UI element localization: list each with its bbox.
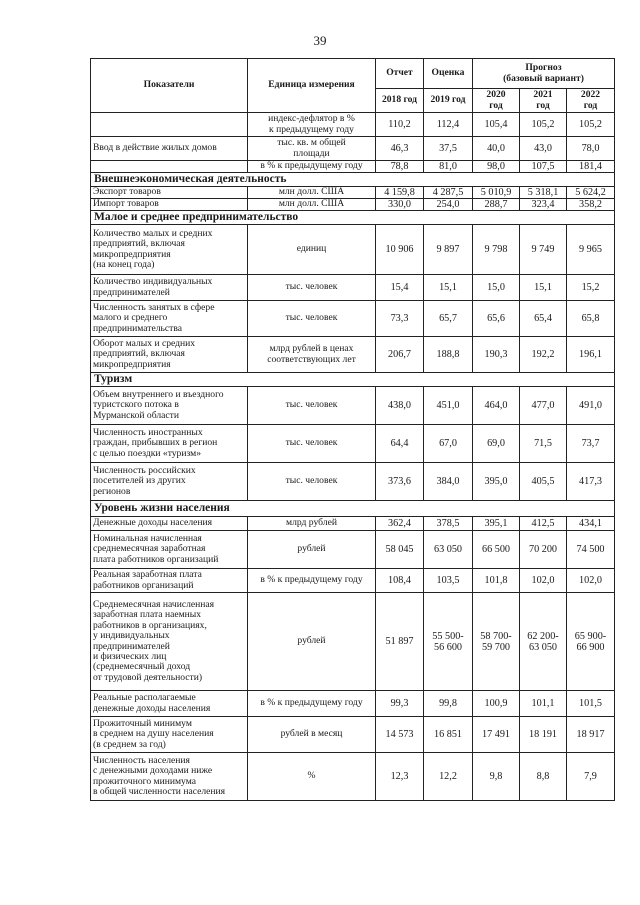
- value-cell: 65,4: [520, 301, 567, 337]
- table-row: [91, 425, 615, 463]
- value-cell: 323,4: [520, 199, 567, 211]
- value-cell: 101,5: [567, 691, 615, 717]
- value-cell: 9 897: [424, 225, 473, 275]
- table-row: [91, 531, 615, 569]
- value-cell: 99,8: [424, 691, 473, 717]
- indicator-cell: [91, 161, 248, 173]
- unit-cell: млн долл. США: [248, 199, 376, 211]
- unit-cell: млн долл. США: [248, 187, 376, 199]
- unit-cell: тыс. человек: [248, 301, 376, 337]
- value-cell: 190,3: [473, 337, 520, 373]
- indicator-cell: Импорт товаров: [91, 199, 248, 211]
- value-cell: 51 897: [376, 593, 424, 691]
- section-title: Внешнеэкономическая деятельность: [91, 173, 615, 187]
- unit-cell: тыс. человек: [248, 387, 376, 425]
- indicator-cell: Количество малых и средних предприятий, включая микропредприятия (на конец года): [91, 225, 248, 275]
- indicator-cell: Количество индивидуальных предпринимателей: [91, 275, 248, 301]
- value-cell: 66 500: [473, 531, 520, 569]
- table-row: [91, 593, 615, 691]
- table-row: [91, 569, 615, 593]
- unit-cell: в % к предыдущему году: [248, 161, 376, 173]
- value-cell: 188,8: [424, 337, 473, 373]
- value-cell: 78,8: [376, 161, 424, 173]
- value-cell: 196,1: [567, 337, 615, 373]
- value-cell: 15,0: [473, 275, 520, 301]
- value-cell: 105,4: [473, 113, 520, 137]
- section-title: Уровень жизни населения: [91, 501, 615, 517]
- indicator-cell: Объем внутреннего и въездного туристского потока в Мурманской области: [91, 387, 248, 425]
- indicator-cell: Численность иностранных граждан, прибывших в регион с целью поездки «туризм»: [91, 425, 248, 463]
- indicator-cell: Численность российских посетителей из других регионов: [91, 463, 248, 501]
- value-cell: 412,5: [520, 517, 567, 531]
- unit-cell: млрд рублей: [248, 517, 376, 531]
- value-cell: 107,5: [520, 161, 567, 173]
- table-row: [91, 301, 615, 337]
- section-header-row: [91, 501, 615, 517]
- value-cell: 65,7: [424, 301, 473, 337]
- value-cell: 112,4: [424, 113, 473, 137]
- unit-cell: млрд рублей в ценах соответствующих лет: [248, 337, 376, 373]
- value-cell: 192,2: [520, 337, 567, 373]
- table-row: [91, 517, 615, 531]
- value-cell: 105,2: [567, 113, 615, 137]
- value-cell: 58 700- 59 700: [473, 593, 520, 691]
- indicator-cell: Прожиточный минимум в среднем на душу населения (в среднем за год): [91, 717, 248, 753]
- value-cell: 108,4: [376, 569, 424, 593]
- unit-cell: тыс. человек: [248, 463, 376, 501]
- value-cell: 81,0: [424, 161, 473, 173]
- unit-cell: тыс. человек: [248, 425, 376, 463]
- value-cell: 65,6: [473, 301, 520, 337]
- indicator-cell: Ввод в действие жилых домов: [91, 137, 248, 161]
- value-cell: 5 318,1: [520, 187, 567, 199]
- table-row: [91, 463, 615, 501]
- value-cell: 18 917: [567, 717, 615, 753]
- value-cell: 9 798: [473, 225, 520, 275]
- value-cell: 362,4: [376, 517, 424, 531]
- value-cell: 206,7: [376, 337, 424, 373]
- table-body: [91, 113, 615, 801]
- value-cell: 384,0: [424, 463, 473, 501]
- indicator-cell: Реальные располагаемые денежные доходы населения: [91, 691, 248, 717]
- value-cell: 9 965: [567, 225, 615, 275]
- section-title: Малое и среднее предпринимательство: [91, 211, 615, 225]
- value-cell: 10 906: [376, 225, 424, 275]
- table-row: [91, 137, 615, 161]
- value-cell: 395,0: [473, 463, 520, 501]
- unit-cell: индекс-дефлятор в % к предыдущему году: [248, 113, 376, 137]
- value-cell: 4 159,8: [376, 187, 424, 199]
- value-cell: 395,1: [473, 517, 520, 531]
- value-cell: 288,7: [473, 199, 520, 211]
- value-cell: 43,0: [520, 137, 567, 161]
- section-header-row: [91, 373, 615, 387]
- value-cell: 7,9: [567, 753, 615, 801]
- value-cell: 417,3: [567, 463, 615, 501]
- value-cell: 9 749: [520, 225, 567, 275]
- value-cell: 12,2: [424, 753, 473, 801]
- value-cell: 477,0: [520, 387, 567, 425]
- value-cell: 74 500: [567, 531, 615, 569]
- header-unit: Единица измерения: [248, 59, 376, 113]
- value-cell: 15,2: [567, 275, 615, 301]
- value-cell: 4 287,5: [424, 187, 473, 199]
- unit-cell: рублей в месяц: [248, 717, 376, 753]
- value-cell: 8,8: [520, 753, 567, 801]
- value-cell: 67,0: [424, 425, 473, 463]
- indicator-cell: Экспорт товаров: [91, 187, 248, 199]
- table-row: [91, 275, 615, 301]
- value-cell: 373,6: [376, 463, 424, 501]
- value-cell: 9,8: [473, 753, 520, 801]
- value-cell: 71,5: [520, 425, 567, 463]
- value-cell: 15,1: [520, 275, 567, 301]
- indicator-cell: [91, 113, 248, 137]
- value-cell: 69,0: [473, 425, 520, 463]
- value-cell: 15,4: [376, 275, 424, 301]
- value-cell: 55 500- 56 600: [424, 593, 473, 691]
- value-cell: 254,0: [424, 199, 473, 211]
- value-cell: 78,0: [567, 137, 615, 161]
- indicator-cell: Численность занятых в сфере малого и среднего предпринимательства: [91, 301, 248, 337]
- unit-cell: единиц: [248, 225, 376, 275]
- section-title: Туризм: [91, 373, 615, 387]
- unit-cell: рублей: [248, 531, 376, 569]
- value-cell: 405,5: [520, 463, 567, 501]
- value-cell: 73,7: [567, 425, 615, 463]
- header-forecast: Прогноз (базовый вариант): [473, 59, 615, 89]
- indicator-cell: Оборот малых и средних предприятий, включая микропредприятия: [91, 337, 248, 373]
- value-cell: 451,0: [424, 387, 473, 425]
- value-cell: 101,1: [520, 691, 567, 717]
- value-cell: 18 191: [520, 717, 567, 753]
- value-cell: 37,5: [424, 137, 473, 161]
- header-year: 2018 год: [376, 89, 424, 113]
- forecast-table: [90, 58, 615, 801]
- value-cell: 62 200- 63 050: [520, 593, 567, 691]
- section-header-row: [91, 211, 615, 225]
- header-year: 2022 год: [567, 89, 615, 113]
- table-row: [91, 717, 615, 753]
- table-row: [91, 113, 615, 137]
- header-year: 2019 год: [424, 89, 473, 113]
- value-cell: 110,2: [376, 113, 424, 137]
- indicator-cell: Среднемесячная начисленная заработная плата наемных работников в организациях, у индивидуальных предпринимателей и физических лиц (среднемесячный доход от трудовой деятельности): [91, 593, 248, 691]
- value-cell: 438,0: [376, 387, 424, 425]
- value-cell: 100,9: [473, 691, 520, 717]
- table-row: [91, 753, 615, 801]
- indicator-cell: Реальная заработная плата работников организаций: [91, 569, 248, 593]
- value-cell: 464,0: [473, 387, 520, 425]
- value-cell: 330,0: [376, 199, 424, 211]
- value-cell: 105,2: [520, 113, 567, 137]
- unit-cell: в % к предыдущему году: [248, 691, 376, 717]
- value-cell: 58 045: [376, 531, 424, 569]
- value-cell: 17 491: [473, 717, 520, 753]
- value-cell: 5 624,2: [567, 187, 615, 199]
- table-row: [91, 199, 615, 211]
- header-indicators: Показатели: [91, 59, 248, 113]
- value-cell: 103,5: [424, 569, 473, 593]
- value-cell: 73,3: [376, 301, 424, 337]
- value-cell: 101,8: [473, 569, 520, 593]
- unit-cell: тыс. кв. м общей площади: [248, 137, 376, 161]
- indicator-cell: Номинальная начисленная среднемесячная заработная плата работников организаций: [91, 531, 248, 569]
- header-report: Отчет: [376, 59, 424, 89]
- value-cell: 491,0: [567, 387, 615, 425]
- table-row: [91, 337, 615, 373]
- value-cell: 358,2: [567, 199, 615, 211]
- header-estimate: Оценка: [424, 59, 473, 89]
- unit-cell: тыс. человек: [248, 275, 376, 301]
- value-cell: 65 900- 66 900: [567, 593, 615, 691]
- value-cell: 46,3: [376, 137, 424, 161]
- value-cell: 378,5: [424, 517, 473, 531]
- table-row: [91, 161, 615, 173]
- value-cell: 99,3: [376, 691, 424, 717]
- value-cell: 65,8: [567, 301, 615, 337]
- value-cell: 102,0: [520, 569, 567, 593]
- value-cell: 12,3: [376, 753, 424, 801]
- value-cell: 70 200: [520, 531, 567, 569]
- value-cell: 181,4: [567, 161, 615, 173]
- value-cell: 64,4: [376, 425, 424, 463]
- header-year: 2021 год: [520, 89, 567, 113]
- unit-cell: рублей: [248, 593, 376, 691]
- table-row: [91, 225, 615, 275]
- value-cell: 63 050: [424, 531, 473, 569]
- table-row: [91, 387, 615, 425]
- value-cell: 14 573: [376, 717, 424, 753]
- value-cell: 102,0: [567, 569, 615, 593]
- value-cell: 15,1: [424, 275, 473, 301]
- unit-cell: в % к предыдущему году: [248, 569, 376, 593]
- section-header-row: [91, 173, 615, 187]
- indicator-cell: Численность населения с денежными доходами ниже прожиточного минимума в общей численности населения: [91, 753, 248, 801]
- page-number: 39: [313, 33, 327, 48]
- value-cell: 98,0: [473, 161, 520, 173]
- table-row: [91, 691, 615, 717]
- indicator-cell: Денежные доходы населения: [91, 517, 248, 531]
- unit-cell: %: [248, 753, 376, 801]
- value-cell: 5 010,9: [473, 187, 520, 199]
- value-cell: 40,0: [473, 137, 520, 161]
- header-year: 2020 год: [473, 89, 520, 113]
- value-cell: 434,1: [567, 517, 615, 531]
- table-row: [91, 187, 615, 199]
- value-cell: 16 851: [424, 717, 473, 753]
